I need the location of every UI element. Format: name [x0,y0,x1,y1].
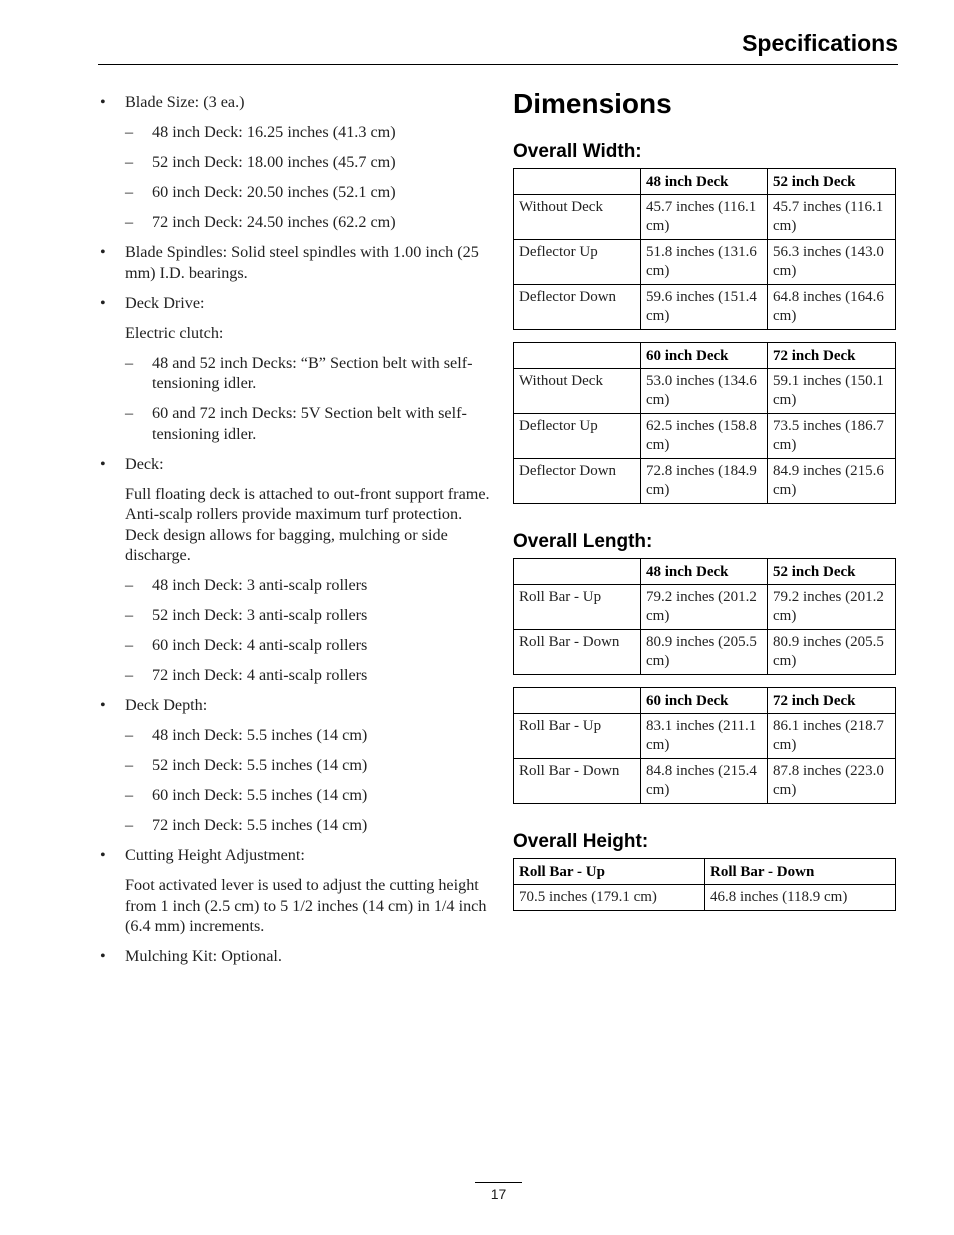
list-item: – 48 and 52 inch Decks: “B” Section belt with self-tensioning idler. [98,353,490,394]
spec-list [98,92,490,976]
table-row [514,630,896,675]
list-item: – 72 inch Deck: 24.50 inches (62.2 cm) [98,212,490,233]
header-cell: 72 inch Deck [768,343,896,369]
table-cell: 56.3 inches (143.0 cm) [768,240,896,285]
list-item: • Cutting Height Adjustment: [98,845,490,866]
list-item: • Mulching Kit: Optional. [98,946,490,967]
list-item: – 60 and 72 inch Decks: 5V Section belt with self-tensioning idler. [98,403,490,444]
table-row [514,759,896,804]
table-header-row [514,169,896,195]
list-item: – 52 inch Deck: 3 anti-scalp rollers [98,605,490,626]
table-row [514,414,896,459]
overall-width-table-60-72 [513,342,896,504]
list-item: • Deck Depth: [98,695,490,716]
list-paragraph: Full floating deck is attached to out-front support frame. Anti-scalp rollers provide maximum turf protection. Deck design allows for bagging, mulching or side discharge. [125,484,490,564]
list-item: – 48 inch Deck: 16.25 inches (41.3 cm) [98,122,490,143]
row-label: Without Deck [514,369,641,414]
header-cell: Roll Bar - Down [705,859,896,885]
header-rule [98,64,898,65]
table-cell: 87.8 inches (223.0 cm) [768,759,896,804]
table-row [514,714,896,759]
row-label: Roll Bar - Down [514,759,641,804]
table-cell: 80.9 inches (205.5 cm) [641,630,768,675]
table-cell: 53.0 inches (134.6 cm) [641,369,768,414]
table-header-row [514,343,896,369]
list-item: – 60 inch Deck: 4 anti-scalp rollers [98,635,490,656]
table-cell: 84.8 inches (215.4 cm) [641,759,768,804]
row-label: Roll Bar - Down [514,630,641,675]
list-item: – 52 inch Deck: 5.5 inches (14 cm) [98,755,490,776]
overall-length-title: Overall Length: [513,531,653,552]
table-row [514,585,896,630]
table-cell: 70.5 inches (179.1 cm) [514,885,705,911]
list-paragraph: Foot activated lever is used to adjust the cutting height from 1 inch (2.5 cm) to 5 1/2 inches (14 cm) in 1/4 inch (6.4 mm) increments. [125,876,487,935]
table-row [514,285,896,330]
header-cell: 48 inch Deck [641,169,768,195]
table-row [514,885,896,911]
table-cell: 51.8 inches (131.6 cm) [641,240,768,285]
list-item: – 52 inch Deck: 18.00 inches (45.7 cm) [98,152,490,173]
table-cell: 46.8 inches (118.9 cm) [705,885,896,911]
table-header-row [514,688,896,714]
table-row [514,195,896,240]
table-cell: 79.2 inches (201.2 cm) [768,585,896,630]
overall-height-table [513,858,896,911]
list-item: • Blade Spindles: Solid steel spindles with 1.00 inch (25 mm) I.D. bearings. [98,242,490,283]
overall-width-table-48-52 [513,168,896,330]
list-item: • Deck Drive: [98,293,490,314]
header-cell [514,343,641,369]
table-row [514,240,896,285]
list-item: • Blade Size: (3 ea.) [98,92,490,113]
overall-width-title: Overall Width: [513,141,642,162]
table-cell: 62.5 inches (158.8 cm) [641,414,768,459]
table-header-row [514,559,896,585]
overall-height-title: Overall Height: [513,831,649,852]
row-label: Roll Bar - Up [514,714,641,759]
table-cell: 45.7 inches (116.1 cm) [768,195,896,240]
list-item: – 48 inch Deck: 5.5 inches (14 cm) [98,725,490,746]
table-cell: 73.5 inches (186.7 cm) [768,414,896,459]
page-header-title: Specifications [742,30,898,56]
table-row [514,459,896,504]
list-item: – 60 inch Deck: 20.50 inches (52.1 cm) [98,182,490,203]
header-cell: 48 inch Deck [641,559,768,585]
row-label: Deflector Down [514,285,641,330]
row-label: Without Deck [514,195,641,240]
header-cell: Roll Bar - Up [514,859,705,885]
row-label: Deflector Down [514,459,641,504]
table-cell: 59.1 inches (150.1 cm) [768,369,896,414]
table-cell: 86.1 inches (218.7 cm) [768,714,896,759]
header-cell [514,688,641,714]
header-cell: 60 inch Deck [641,343,768,369]
header-cell [514,169,641,195]
table-cell: 45.7 inches (116.1 cm) [641,195,768,240]
table-header-row [514,859,896,885]
list-item: – 72 inch Deck: 4 anti-scalp rollers [98,665,490,686]
table-cell: 80.9 inches (205.5 cm) [768,630,896,675]
list-item: – 48 inch Deck: 3 anti-scalp rollers [98,575,490,596]
row-label: Deflector Up [514,414,641,459]
list-item: – 60 inch Deck: 5.5 inches (14 cm) [98,785,490,806]
table-row [514,369,896,414]
row-label: Deflector Up [514,240,641,285]
table-cell: 64.8 inches (164.6 cm) [768,285,896,330]
table-cell: 59.6 inches (151.4 cm) [641,285,768,330]
list-item: • Deck: [98,454,490,475]
table-cell: 72.8 inches (184.9 cm) [641,459,768,504]
table-cell: 84.9 inches (215.6 cm) [768,459,896,504]
header-cell: 72 inch Deck [768,688,896,714]
header-cell: 52 inch Deck [768,169,896,195]
row-label: Roll Bar - Up [514,585,641,630]
page-number: 17 [475,1182,522,1202]
dimensions-section [513,84,896,911]
header-cell: 52 inch Deck [768,559,896,585]
table-cell: 83.1 inches (211.1 cm) [641,714,768,759]
header-cell: 60 inch Deck [641,688,768,714]
overall-length-table-60-72 [513,687,896,804]
header-cell [514,559,641,585]
overall-length-table-48-52 [513,558,896,675]
table-cell: 79.2 inches (201.2 cm) [641,585,768,630]
dimensions-title: Dimensions [513,88,672,119]
list-paragraph: Electric clutch: [125,323,224,342]
list-item: – 72 inch Deck: 5.5 inches (14 cm) [98,815,490,836]
